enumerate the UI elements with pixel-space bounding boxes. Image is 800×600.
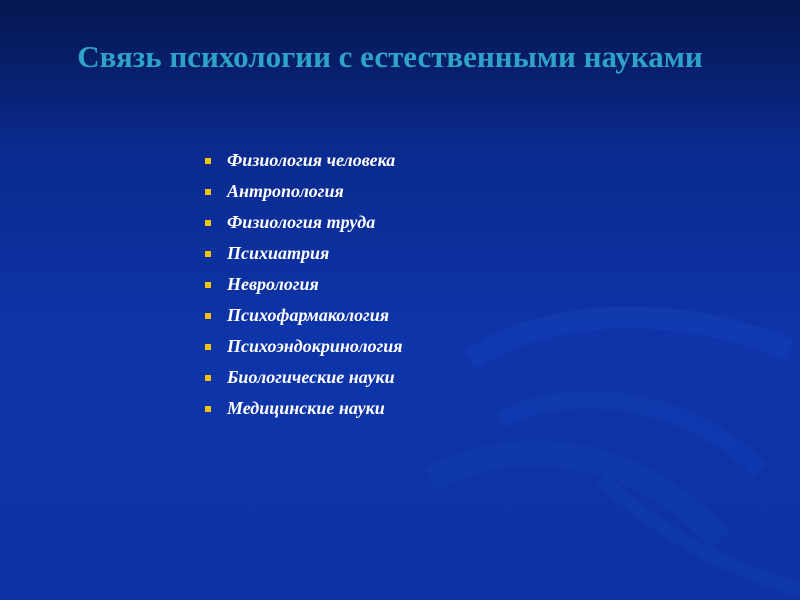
list-item-label: Физиология труда — [227, 212, 376, 232]
slide-title: Связь психологии с естественными науками — [77, 39, 703, 74]
square-bullet-icon — [205, 158, 211, 164]
list-item-label: Медицинские науки — [227, 398, 385, 418]
list-item — [205, 238, 403, 269]
list-item-label: Психоэндокринология — [227, 336, 403, 356]
square-bullet-icon — [205, 313, 211, 319]
list-item-label: Психиатрия — [227, 243, 330, 263]
list-item — [205, 145, 403, 176]
topic-list — [205, 145, 403, 424]
square-bullet-icon — [205, 220, 211, 226]
list-item — [205, 362, 403, 393]
list-item — [205, 300, 403, 331]
square-bullet-icon — [205, 251, 211, 257]
list-item-label: Антропология — [227, 181, 344, 201]
list-item — [205, 176, 403, 207]
square-bullet-icon — [205, 406, 211, 412]
list-item-label: Физиология человека — [227, 150, 396, 170]
list-item — [205, 269, 403, 300]
list-item — [205, 207, 403, 238]
list-item-label: Неврология — [227, 274, 319, 294]
list-item-label: Психофармакология — [227, 305, 390, 325]
square-bullet-icon — [205, 282, 211, 288]
list-item-label: Биологические науки — [227, 367, 395, 387]
list-item — [205, 393, 403, 424]
list-item — [205, 331, 403, 362]
square-bullet-icon — [205, 344, 211, 350]
square-bullet-icon — [205, 375, 211, 381]
square-bullet-icon — [205, 189, 211, 195]
